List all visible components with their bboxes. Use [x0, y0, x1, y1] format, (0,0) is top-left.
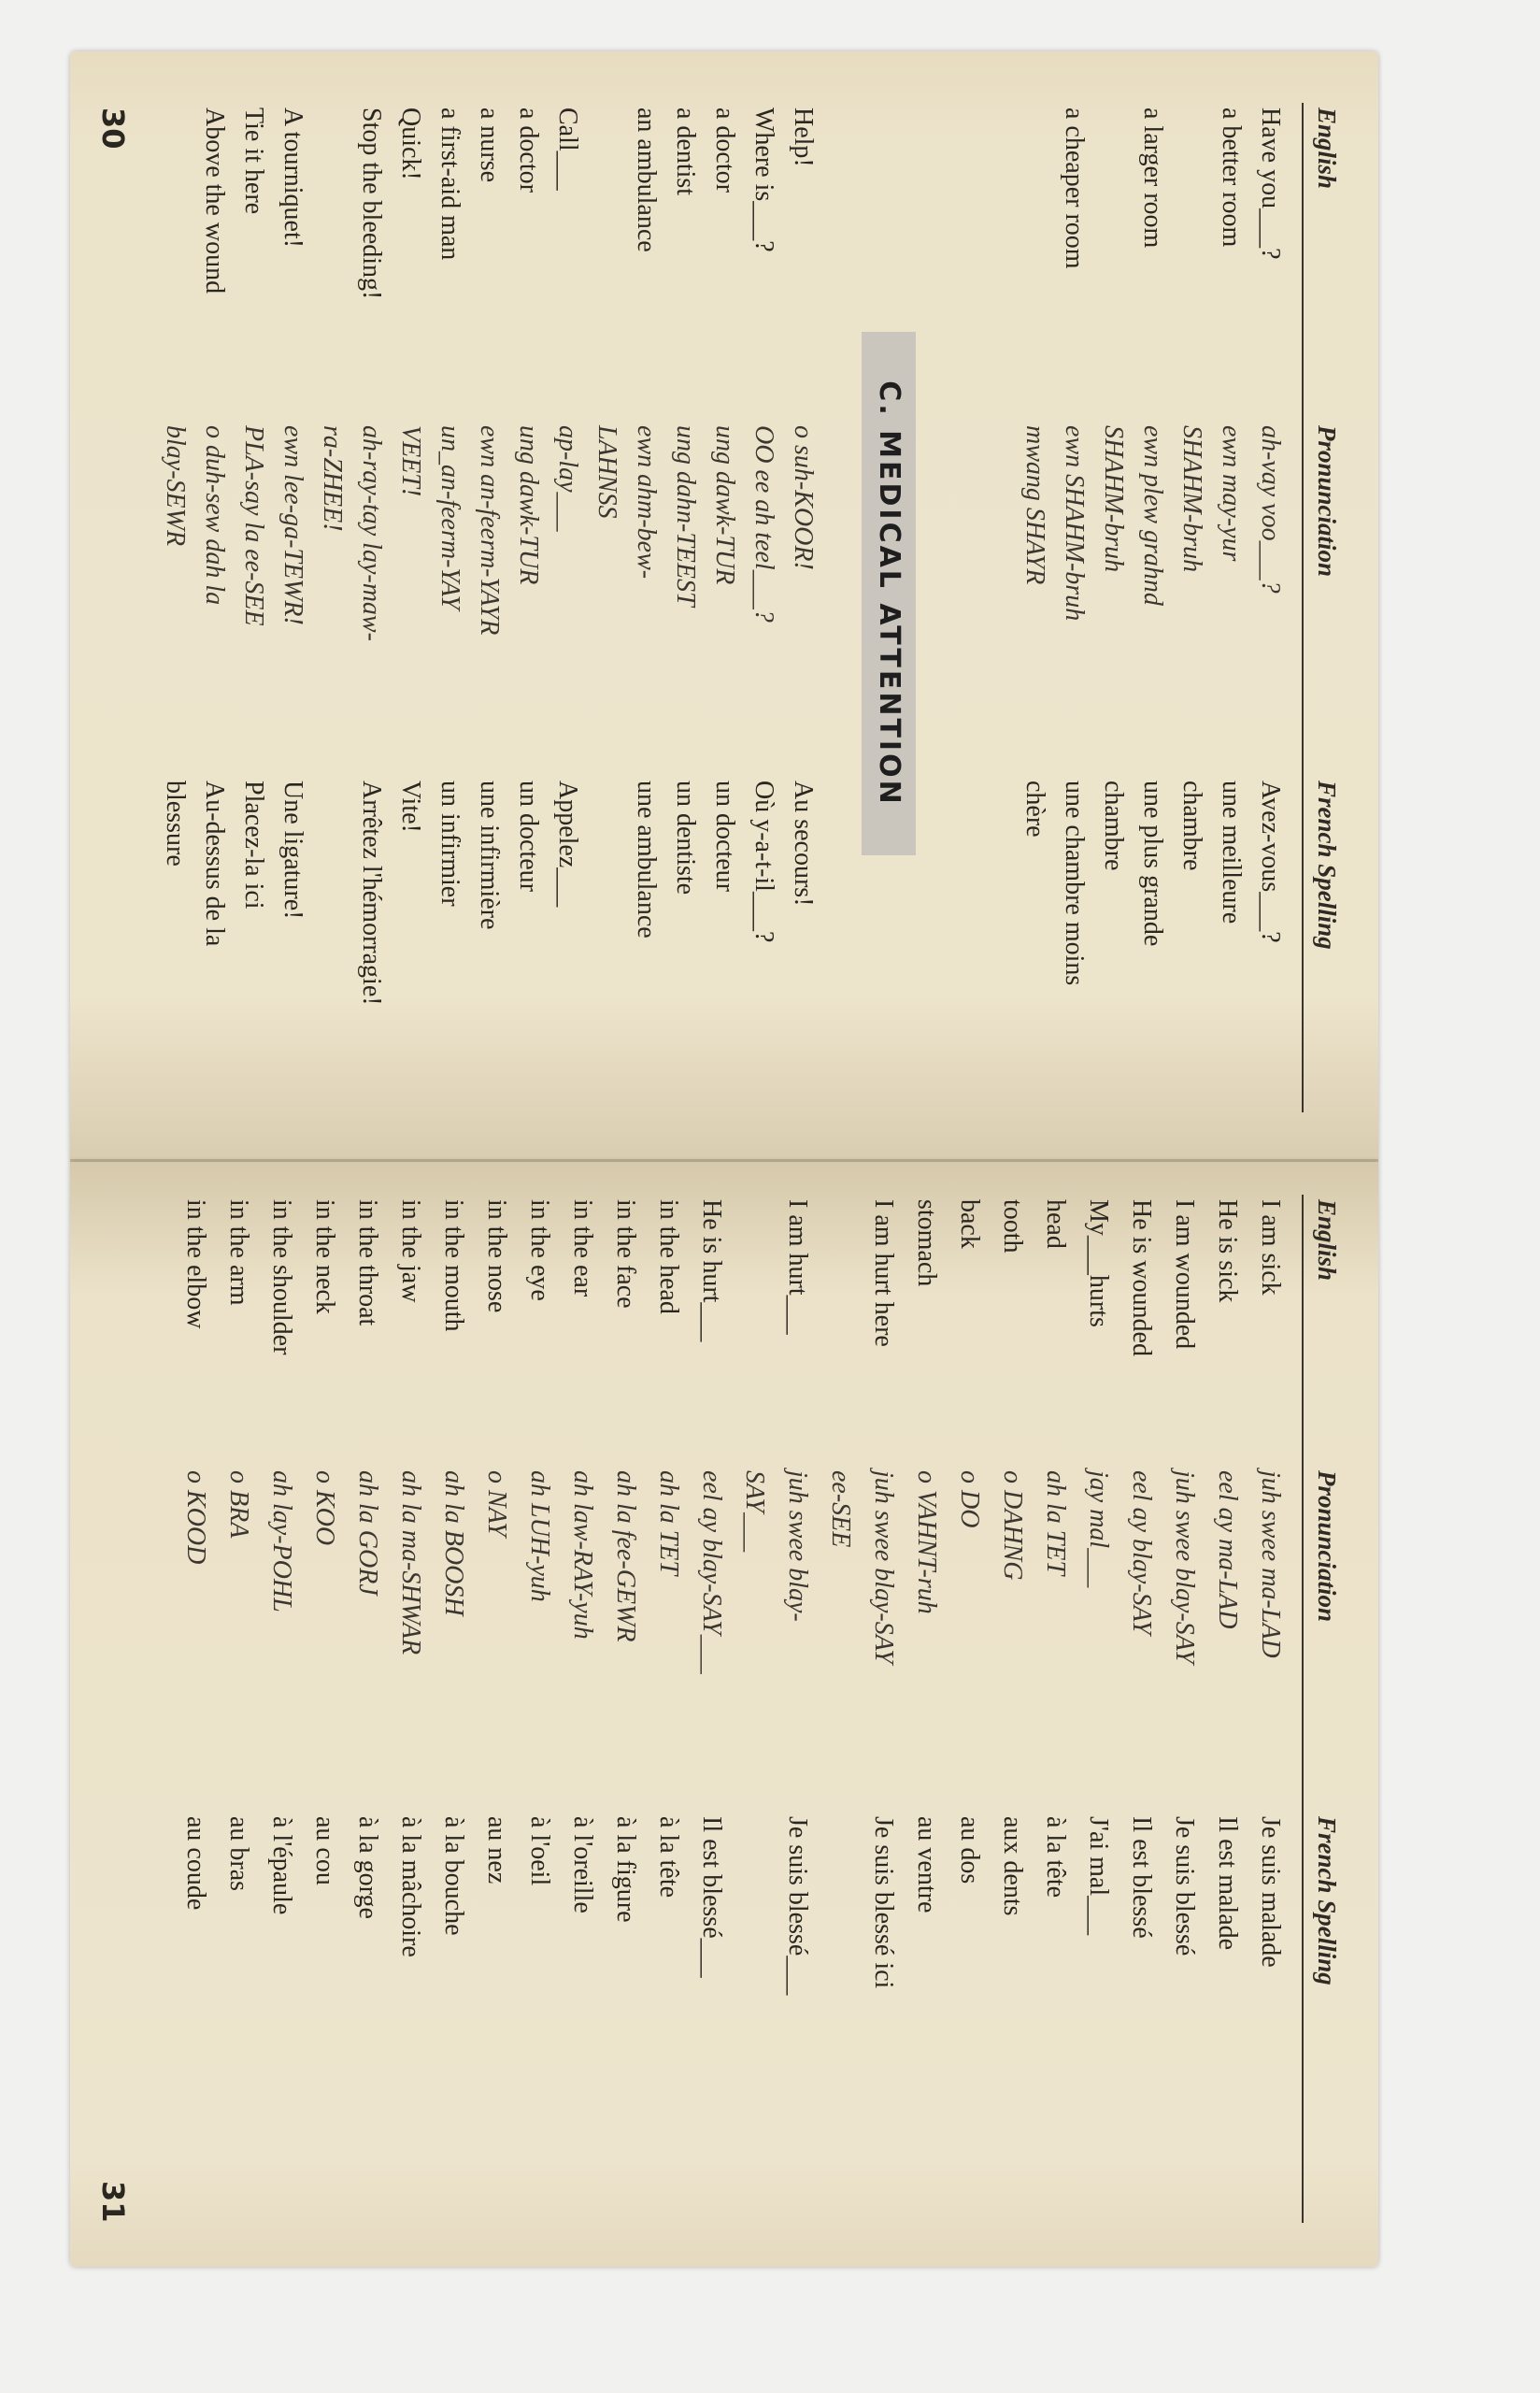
english-phrase: I am sick: [1256, 1199, 1285, 1296]
french-spelling: à la figure: [611, 1816, 640, 1923]
french-spelling: Une ligature!: [278, 781, 307, 920]
pronunciation-text: ee-SEE: [826, 1470, 855, 1548]
french-spelling: Au secours!: [789, 781, 818, 907]
table-row: [388, 1162, 425, 2267]
english-phrase: back: [955, 1199, 984, 1249]
english-phrase: a doctor: [514, 107, 543, 193]
english-phrase: Help!: [789, 107, 818, 167]
french-spelling: Il est blessé___: [697, 1816, 726, 1978]
french-spelling: Je suis blessé ici: [869, 1816, 898, 1989]
pronunciation-text: ung dahn-TEEST: [671, 425, 700, 607]
table-row: [302, 1162, 339, 2267]
english-phrase: Above the wound: [200, 107, 229, 294]
french-spelling: aux dents: [998, 1816, 1027, 1916]
pronunciation-text: SAY___: [740, 1470, 769, 1553]
french-spelling: à l'épaule: [267, 1816, 296, 1915]
pronunciation-text: ah la fee-GEWR: [611, 1470, 640, 1642]
table-row: [1130, 51, 1167, 1162]
pronunciation-text: blay-SEWR: [161, 425, 190, 547]
english-phrase: A tourniquet!: [278, 107, 307, 249]
section-heading: C. MEDICAL ATTENTION: [862, 332, 916, 855]
table-row: [1169, 51, 1206, 1162]
pronunciation-text: ewn may-yur: [1217, 425, 1246, 562]
open-booklet: [70, 51, 1378, 2267]
table-row: [775, 1162, 812, 2267]
table-row: [990, 1162, 1027, 2267]
english-phrase: I am hurt___: [783, 1199, 812, 1335]
english-phrase: tooth: [998, 1199, 1027, 1254]
table-row: [741, 51, 778, 1162]
table-row: [646, 1162, 683, 2267]
english-phrase: I am wounded: [1170, 1199, 1199, 1350]
french-spelling: à l'oeil: [525, 1816, 554, 1886]
french-spelling: un dentiste: [671, 781, 700, 896]
pronunciation-text: ah law-RAY-yuh: [568, 1470, 597, 1640]
table-row: [861, 1162, 898, 2267]
pronunciation-text: juh swee blay-SAY: [869, 1470, 898, 1664]
pronunciation-text: ung dawk-TUR: [710, 425, 739, 585]
pronunciation-text: ewn SHAHM-bruh: [1060, 425, 1089, 622]
table-row: [506, 51, 543, 1162]
pronunciation-text: eel ay blay-SAY___: [697, 1470, 726, 1674]
english-phrase: in the eye: [525, 1199, 554, 1301]
english-phrase: Quick!: [396, 107, 425, 180]
table-row: [466, 51, 504, 1162]
table-row: [1012, 51, 1049, 1162]
french-spelling: au dos: [955, 1816, 984, 1884]
pronunciation-text: ung dawk-TUR: [514, 425, 543, 585]
header-pronunciation: Pronunciation: [1313, 1470, 1341, 1623]
french-spelling: à la tête: [654, 1816, 683, 1899]
english-phrase: stomach: [912, 1199, 941, 1287]
english-phrase: in the mouth: [439, 1199, 468, 1332]
french-spelling: une infirmière: [475, 781, 504, 930]
pronunciation-text: eel ay ma-LAD: [1213, 1470, 1242, 1629]
french-spelling: au cou: [310, 1816, 339, 1885]
pronunciation-text: o KOOD: [181, 1470, 210, 1565]
french-spelling: une plus grande: [1138, 781, 1167, 947]
french-spelling: chère: [1020, 781, 1049, 838]
table-row: [1076, 1162, 1113, 2267]
page-30: [70, 51, 1378, 1162]
french-spelling: Placez-la ici: [239, 781, 268, 910]
english-phrase: He is sick: [1213, 1199, 1242, 1303]
pronunciation-text: ah-ray-tay lay-maw-: [357, 425, 386, 641]
pronunciation-text: ah lay-POHL: [267, 1470, 296, 1612]
french-spelling: un docteur: [710, 781, 739, 892]
english-phrase: in the nose: [482, 1199, 511, 1313]
english-phrase: in the face: [611, 1199, 640, 1309]
pronunciation-text: o suh-KOOR!: [789, 425, 818, 570]
pronunciation-text: ewn plew grahnd: [1138, 425, 1167, 606]
table-row: [623, 51, 661, 1162]
page-31: [70, 1162, 1378, 2267]
french-spelling: à la bouche: [439, 1816, 468, 1936]
french-spelling: un docteur: [514, 781, 543, 892]
table-row: [732, 1162, 769, 2267]
pronunciation-text: o DAHNG: [998, 1470, 1027, 1581]
french-spelling: Vite!: [396, 781, 425, 833]
english-phrase: a larger room: [1138, 107, 1167, 249]
table-row: [947, 1162, 984, 2267]
french-spelling: une chambre moins: [1060, 781, 1089, 986]
table-row: [173, 1162, 210, 2267]
french-spelling: une meilleure: [1217, 781, 1246, 924]
pronunciation-text: o BRA: [224, 1470, 253, 1539]
french-spelling: à la gorge: [353, 1816, 382, 1919]
header-english: English: [1313, 1199, 1341, 1282]
table-row: [1205, 1162, 1242, 2267]
header-rule: [1302, 1195, 1304, 2223]
french-spelling: à la mâchoire: [396, 1816, 425, 1957]
english-phrase: Call___: [553, 107, 582, 191]
english-phrase: My___hurts: [1084, 1199, 1113, 1327]
table-row: [427, 51, 464, 1162]
french-spelling: Au-dessus de la: [200, 781, 229, 947]
french-spelling: au coude: [181, 1816, 210, 1911]
pronunciation-text: VEET!: [396, 425, 425, 497]
english-phrase: a dentist: [671, 107, 700, 196]
pronunciation-text: ap-lay___: [553, 425, 582, 532]
pronunciation-text: ewn lee-ga-TEWR!: [278, 425, 307, 625]
pronunciation-text: o KOO: [310, 1470, 339, 1546]
pronunciation-text: mwang SHAYR: [1020, 425, 1049, 585]
french-spelling: à l'oreille: [568, 1816, 597, 1913]
english-phrase: in the ear: [568, 1199, 597, 1297]
english-phrase: a better room: [1217, 107, 1246, 248]
french-spelling: à la tête: [1041, 1816, 1070, 1899]
pronunciation-text: o VAHNT-ruh: [912, 1470, 941, 1614]
english-phrase: a nurse: [475, 107, 504, 183]
english-phrase: in the neck: [310, 1199, 339, 1314]
header-french-spelling: French Spelling: [1313, 781, 1341, 950]
english-phrase: in the head: [654, 1199, 683, 1314]
english-phrase: a doctor: [710, 107, 739, 193]
table-row: [584, 51, 621, 1162]
table-row: [1033, 1162, 1070, 2267]
english-phrase: I am hurt here: [869, 1199, 898, 1347]
pronunciation-text: ewn an-feerm-YAYR: [475, 425, 504, 636]
pronunciation-text: PLA-say la ee-SEE: [239, 425, 268, 626]
pronunciation-text: un_an-feerm-YAY: [435, 425, 464, 610]
english-phrase: in the shoulder: [267, 1199, 296, 1355]
table-row: [231, 51, 268, 1162]
pronunciation-text: jay mal___: [1084, 1470, 1113, 1588]
pronunciation-text: o NAY: [482, 1470, 511, 1537]
french-spelling: chambre: [1177, 781, 1206, 871]
table-row: [702, 51, 739, 1162]
english-phrase: in the jaw: [396, 1199, 425, 1303]
french-spelling: au ventre: [912, 1816, 941, 1913]
table-row: [1051, 51, 1089, 1162]
english-phrase: He is hurt___: [697, 1199, 726, 1342]
pronunciation-text: ra-ZHEE!: [318, 425, 347, 532]
english-phrase: Have you___?: [1256, 107, 1285, 260]
pronunciation-text: o DO: [955, 1470, 984, 1528]
english-phrase: in the throat: [353, 1199, 382, 1326]
pronunciation-text: ewn ahm-bew-: [632, 425, 661, 580]
english-phrase: in the arm: [224, 1199, 253, 1306]
table-row: [603, 1162, 640, 2267]
header-pronunciation: Pronunciation: [1313, 425, 1341, 578]
table-row: [1119, 1162, 1156, 2267]
pronunciation-text: ah la TET: [1041, 1470, 1070, 1576]
table-row: [474, 1162, 511, 2267]
table-row: [1248, 51, 1285, 1162]
french-spelling: J'ai mal___: [1084, 1816, 1113, 1936]
french-spelling: Appelez___: [553, 781, 582, 908]
pronunciation-text: juh swee blay-: [783, 1470, 812, 1622]
english-phrase: a cheaper room: [1060, 107, 1089, 269]
english-phrase: head: [1041, 1199, 1070, 1249]
french-spelling: une ambulance: [632, 781, 661, 939]
french-spelling: au nez: [482, 1816, 511, 1884]
table-row: [431, 1162, 468, 2267]
french-spelling: Je suis blessé___: [783, 1816, 812, 1996]
pronunciation-text: ah la ma-SHWAR: [396, 1470, 425, 1655]
english-phrase: Tie it here: [239, 107, 268, 215]
french-spelling: Il est malade: [1213, 1816, 1242, 1951]
pronunciation-text: SHAHM-bruh: [1099, 425, 1128, 573]
header-rule: [1302, 103, 1304, 1112]
page-number: 31: [95, 2181, 131, 2223]
pronunciation-text: eel ay blay-SAY: [1127, 1470, 1156, 1635]
pronunciation-text: OO ee ah teel___?: [749, 425, 778, 623]
english-phrase: in the elbow: [181, 1199, 210, 1329]
english-phrase: a first-aid man: [435, 107, 464, 261]
pronunciation-text: SHAHM-bruh: [1177, 425, 1206, 573]
table-row: [689, 1162, 726, 2267]
french-spelling: Où y-a-t-il___?: [749, 781, 778, 943]
table-row: [345, 1162, 382, 2267]
header-english: English: [1313, 107, 1341, 190]
table-row: [152, 51, 190, 1162]
pronunciation-text: LAHNSS: [592, 425, 621, 519]
french-spelling: un infirmier: [435, 781, 464, 907]
french-spelling: Je suis blessé: [1170, 1816, 1199, 1956]
french-spelling: Il est blessé: [1127, 1816, 1156, 1939]
french-spelling: au bras: [224, 1816, 253, 1892]
table-row: [818, 1162, 855, 2267]
pronunciation-text: ah-vay voo___?: [1256, 425, 1285, 594]
pronunciation-text: o duh-sew dah la: [200, 425, 229, 606]
french-spelling: Avez-vous___?: [1256, 781, 1285, 943]
table-row: [259, 1162, 296, 2267]
pronunciation-text: ah la BOOSH: [439, 1470, 468, 1616]
table-row: [904, 1162, 941, 2267]
table-row: [517, 1162, 554, 2267]
table-row: [349, 51, 386, 1162]
french-spelling: Je suis malade: [1256, 1816, 1285, 1968]
table-row: [545, 51, 582, 1162]
french-spelling: chambre: [1099, 781, 1128, 871]
header-french-spelling: French Spelling: [1313, 1816, 1341, 1985]
pronunciation-text: ah la GORJ: [353, 1470, 382, 1596]
table-row: [216, 1162, 253, 2267]
pronunciation-text: juh swee blay-SAY: [1170, 1470, 1199, 1664]
table-row: [192, 51, 229, 1162]
table-row: [663, 51, 700, 1162]
english-phrase: Stop the bleeding!: [357, 107, 386, 300]
english-phrase: Where is___?: [749, 107, 778, 252]
french-spelling: blessure: [161, 781, 190, 867]
table-row: [1208, 51, 1246, 1162]
table-row: [388, 51, 425, 1162]
english-phrase: an ambulance: [632, 107, 661, 252]
table-row: [270, 51, 307, 1162]
english-phrase: He is wounded: [1127, 1199, 1156, 1356]
table-row: [1091, 51, 1128, 1162]
table-row: [1248, 1162, 1285, 2267]
pronunciation-text: juh swee ma-LAD: [1256, 1470, 1285, 1658]
pronunciation-text: ah la TET: [654, 1470, 683, 1576]
french-spelling: Arrêtez l'hémorragie!: [357, 781, 386, 1006]
table-row: [1162, 1162, 1199, 2267]
table-row: [560, 1162, 597, 2267]
table-row: [780, 51, 818, 1162]
pronunciation-text: ah LUH-yuh: [525, 1470, 554, 1602]
page-number: 30: [95, 107, 131, 150]
table-row: [309, 51, 347, 1162]
